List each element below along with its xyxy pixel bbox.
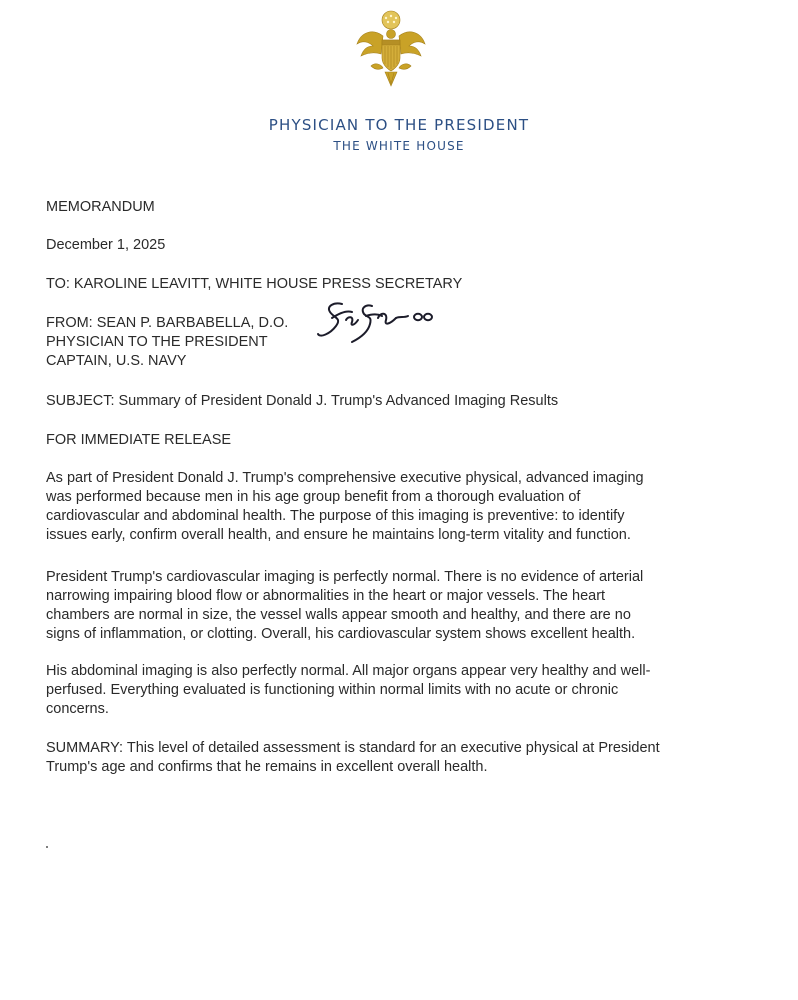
- memo-subject: SUBJECT: Summary of President Donald J. Trump's Advanced Imaging Results: [46, 393, 559, 409]
- paragraph-line: cardiovascular and abdominal health. The purpose of this imaging is preventive: to identify: [46, 508, 625, 524]
- paragraph-line: narrowing impairing blood flow or abnormalities in the heart or major vessels. The heart: [46, 588, 606, 604]
- paragraph-summary: [46, 739, 746, 777]
- paragraph-line: concerns.: [46, 701, 109, 717]
- paragraph-line: chambers are normal in size, the vessel walls appear smooth and healthy, and there are no: [46, 607, 631, 623]
- memo-from-title: PHYSICIAN TO THE PRESIDENT: [46, 334, 268, 350]
- letterhead-title: PHYSICIAN TO THE PRESIDENT: [268, 116, 530, 134]
- paragraph-line: President Trump's cardiovascular imaging is perfectly normal. There is no evidence of arterial: [46, 569, 644, 585]
- paragraph-line: SUMMARY: This level of detailed assessment is standard for an executive physical at President: [46, 740, 660, 756]
- paragraph-line: was performed because men in his age group benefit from a thorough evaluation of: [46, 489, 581, 505]
- paragraph-line: issues early, confirm overall health, and ensure he maintains long-term vitality and function.: [46, 527, 631, 543]
- paragraph-cardiovascular: [46, 568, 746, 644]
- memo-to: TO: KAROLINE LEAVITT, WHITE HOUSE PRESS SECRETARY: [46, 276, 463, 292]
- paragraph-line: As part of President Donald J. Trump's comprehensive executive physical, advanced imaging: [46, 470, 644, 486]
- stray-mark: [46, 846, 48, 848]
- paragraph-line: His abdominal imaging is also perfectly normal. All major organs appear very healthy and well-: [46, 663, 651, 679]
- paragraph-line: perfused. Everything evaluated is functioning within normal limits with no acute or chronic: [46, 682, 619, 698]
- memo-release: FOR IMMEDIATE RELEASE: [46, 432, 232, 448]
- paragraph-line: signs of inflammation, or clotting. Overall, his cardiovascular system shows excellent health.: [46, 626, 636, 642]
- paragraph-line: Trump's age and confirms that he remains in excellent overall health.: [46, 759, 488, 775]
- paragraph-purpose: [46, 469, 746, 545]
- memo-from: FROM: SEAN P. BARBABELLA, D.O.: [46, 315, 289, 331]
- memo-from-rank: CAPTAIN, U.S. NAVY: [46, 353, 187, 369]
- memo-type: MEMORANDUM: [46, 199, 155, 215]
- memo-date: December 1, 2025: [46, 237, 166, 253]
- letterhead-subtitle: THE WHITE HOUSE: [333, 139, 465, 153]
- signature-icon: [312, 298, 444, 350]
- paragraph-abdominal: [46, 662, 746, 719]
- presidential-seal-icon: [353, 10, 429, 92]
